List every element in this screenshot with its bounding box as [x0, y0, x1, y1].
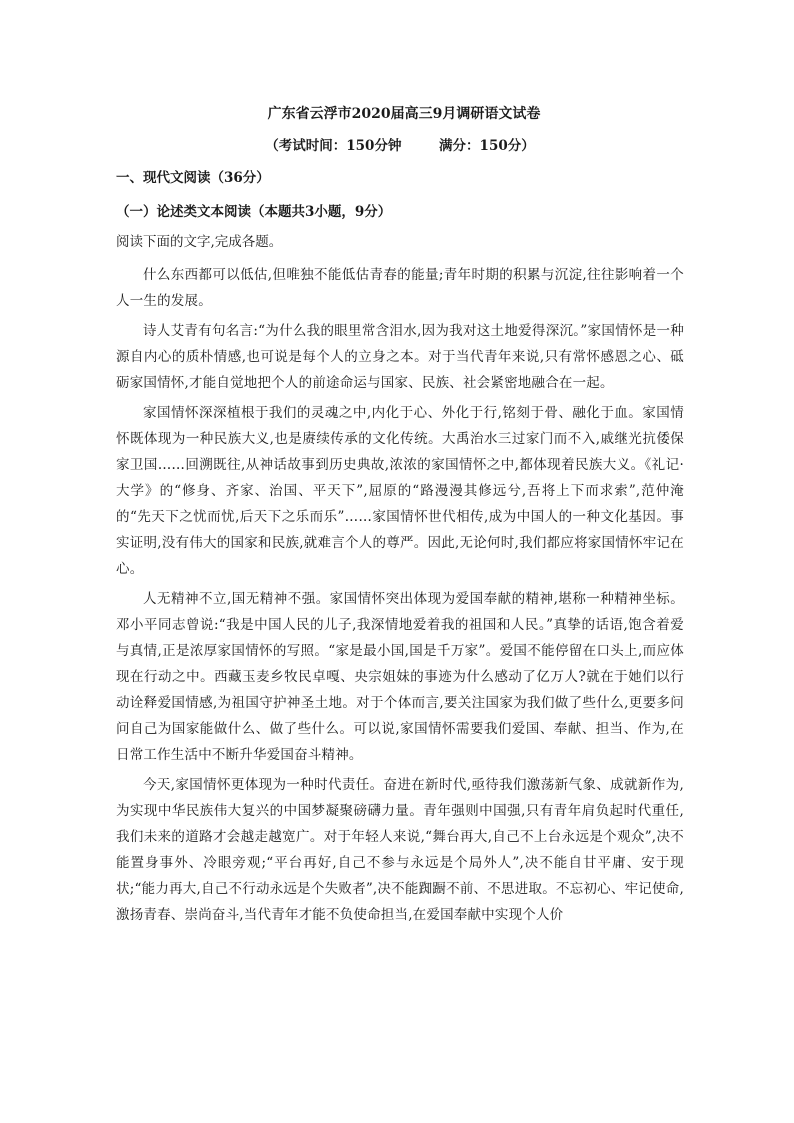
paragraph-2: 诗人艾青有句名言:“为什么我的眼里常含泪水,因为我对这土地爱得深沉。”家国情怀是一种源自内心的质朴情感,也可说是每个人的立身之本。对于当代青年来说,只有常怀感恩之心、砥砺家国情怀,才能自觉地把个人的前途命运与国家、民族、社会紧密地融合在一起。 [116, 323, 684, 391]
paragraph-1: 什么东西都可以低估,但唯独不能低估青春的能量;青年时期的积累与沉淀,往往影响着一个人一生的发展。 [116, 267, 684, 309]
paragraph-5: 今天,家国情怀更体现为一种时代责任。奋进在新时代,亟待我们激荡新气象、成就新作为,为实现中华民族伟大复兴的中国梦凝聚磅礴力量。青年强则中国强,只有青年肩负起时代重任,我们未来的道路才会越走越宽广。对于年轻人来说,“舞台再大,自己不上台永远是个观众”,决不能置身事外、冷眼旁观;“平台再好,自己不参与永远是个局外人”,决不能自甘平庸、安于现状;“能力再大,自己不行动永远是个失败者”,决不能踟蹰不前、不思进取。不忘初心、牢记使命,激扬青春、崇尚奋斗,当代青年才能不负使命担当,在爱国奉献中实现个人价 [116, 777, 684, 923]
subsection-heading: （一）论述类文本阅读（本题共3小题，9分） [116, 204, 392, 220]
section-heading: 一、现代文阅读（36分） [116, 170, 270, 186]
exam-info: （考试时间：150分钟 满分：150分） [265, 138, 535, 154]
paragraph-3: 家国情怀深深植根于我们的灵魂之中,内化于心、外化于行,铭刻于骨、融化于血。家国情怀既体现为一种民族大义,也是赓续传承的文化传统。大禹治水三过家门而不入,戚继光抗倭保家卫国……回溯既往,从神话故事到历史典故,浓浓的家国情怀之中,都体现着民族大义。《礼记·大学》的“修身、齐家、治国、平天下”,屈原的“路漫漫其修远兮,吾将上下而求索”,范仲淹的“先天下之忧而忧,后天下之乐而乐”……家国情怀世代相传,成为中国人的一种文化基因。事实证明,没有伟大的国家和民族,就难言个人的尊严。因此,无论何时,我们都应将家国情怀牢记在心。 [116, 405, 684, 577]
reading-instruction: 阅读下面的文字,完成各题。 [116, 234, 283, 250]
paragraph-4: 人无精神不立,国无精神不强。家国情怀突出体现为爱国奉献的精神,堪称一种精神坐标。邓小平同志曾说:“我是中国人民的儿子,我深情地爱着我的祖国和人民。”真挚的话语,饱含着爱与真情,正是浓厚家国情怀的写照。“家是最小国,国是千万家”。爱国不能停留在口头上,而应体现在行动之中。西藏玉麦乡牧民卓嘎、央宗姐妹的事迹为什么感动了亿万人?就在于她们以行动诠释爱国情感,为祖国守护神圣土地。对于个体而言,要关注国家为我们做了些什么,更要多问问自己为国家能做什么、做了些什么。可以说,家国情怀需要我们爱国、奉献、担当、作为,在日常工作生活中不断升华爱国奋斗精神。 [116, 591, 684, 763]
document-title: 广东省云浮市2020届高三9月调研语文试卷 [267, 106, 541, 122]
